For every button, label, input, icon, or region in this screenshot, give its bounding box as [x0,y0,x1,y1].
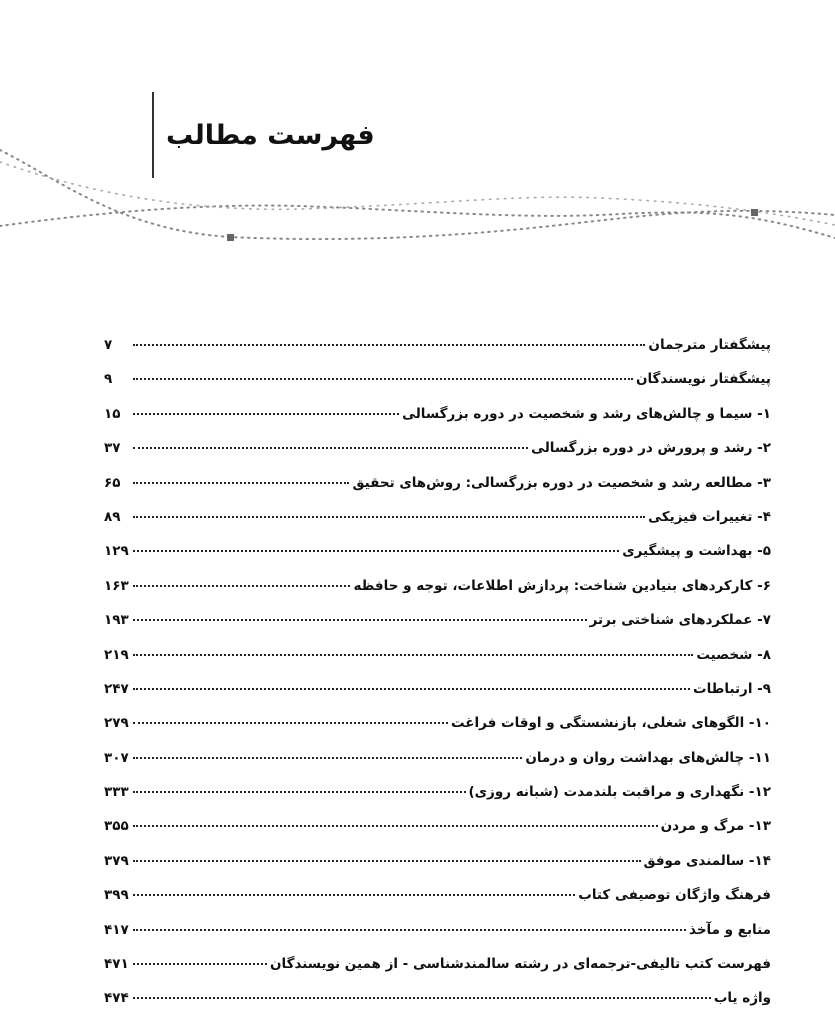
toc-entry[interactable] [104,990,771,1024]
dot-leader [133,929,686,931]
entry-title: ۱۴- سالمندی موفق [643,852,771,869]
dot-leader [133,413,399,415]
wave-line [0,150,835,239]
toc-entry[interactable] [104,818,771,852]
entry-page-number: ۴۷۱ [104,956,129,973]
toc-entry[interactable] [104,578,771,612]
entry-page-number: ۳۷ [104,440,121,457]
entry-page-number: ۲۷۹ [104,715,129,732]
square-marker [227,234,234,241]
toc-entry[interactable] [104,922,771,956]
entry-title: ۲- رشد و پرورش در دوره بزرگسالی [531,440,771,457]
dot-leader [133,378,633,380]
entry-title: ۵- بهداشت و پیشگیری [622,543,771,560]
entry-title: فهرست کتب تالیفی-ترجمه‌ای در رشته سالمندشناسی - از همین نویسندگان [270,956,771,973]
entry-page-number: ۲۱۹ [104,646,129,663]
entry-title: ۱۳- مرگ و مردن [660,818,771,835]
toc-entry[interactable] [104,784,771,818]
table-of-contents [104,337,771,1025]
toc-entry[interactable] [104,543,771,577]
entry-page-number: ۳۵۵ [104,818,129,835]
entry-title: ۱- سیما و چالش‌های رشد و شخصیت در دوره بزرگسالی [402,405,771,422]
entry-title: ۴- تغییرات فیزیکی [648,508,771,525]
wave-line [0,206,835,238]
dot-leader [133,516,645,518]
entry-page-number: ۳۳۳ [104,784,129,801]
entry-title: ۷- عملکردهای شناختی برتر [589,612,771,629]
entry-page-number: ۳۷۹ [104,852,129,869]
entry-page-number: ۶۵ [104,474,121,491]
entry-page-number: ۲۴۷ [104,680,129,697]
entry-title: ۱۰- الگوهای شغلی، بازنشستگی و اوقات فراغت [450,715,771,732]
dot-leader [133,757,522,759]
entry-page-number: ۷ [104,337,113,353]
entry-page-number: ۹ [104,371,113,388]
toc-entry[interactable] [104,647,771,681]
entry-title: ۱۲- نگهداری و مراقبت بلندمدت (شبانه روزی) [468,784,771,801]
toc-entry[interactable] [104,406,771,440]
dot-leader [133,619,587,621]
entry-title: پیشگفتار نویسندگان [635,371,771,388]
toc-entry[interactable] [104,750,771,784]
dot-leader [133,447,528,449]
toc-entry[interactable] [104,509,771,543]
dot-leader [133,688,690,690]
dot-leader [133,585,350,587]
toc-entry[interactable] [104,612,771,646]
toc-entry[interactable] [104,440,771,474]
dot-leader [133,825,658,827]
entry-page-number: ۳۹۹ [104,887,129,904]
entry-page-number: ۳۰۷ [104,749,129,766]
entry-page-number: ۱۶۳ [104,577,129,594]
dot-leader [133,722,448,724]
dot-leader [133,654,693,656]
toc-entry[interactable] [104,337,771,371]
entry-title: ۹- ارتباطات [693,680,771,697]
entry-page-number: ۱۹۳ [104,612,129,629]
dot-leader [133,482,349,484]
toc-entry[interactable] [104,475,771,509]
entry-title: ۸- شخصیت [696,646,771,663]
square-marker [751,209,758,216]
entry-page-number: ۸۹ [104,508,121,525]
toc-entry[interactable] [104,853,771,887]
dot-leader [133,894,575,896]
entry-page-number: ۱۲۹ [104,543,129,560]
entry-title: فرهنگ واژگان توصیفی کتاب [578,887,771,904]
toc-entry[interactable] [104,956,771,990]
dot-leader [133,963,267,965]
toc-entry[interactable] [104,715,771,749]
entry-title: پیشگفتار مترجمان [648,337,771,353]
entry-title: ۱۱- چالش‌های بهداشت روان و درمان [525,749,771,766]
toc-entry[interactable] [104,371,771,405]
dot-leader [133,860,641,862]
dotted-wave-decoration [0,140,835,260]
entry-page-number: ۴۱۷ [104,921,129,938]
entry-title: ۶- کارکردهای بنیادین شناخت: پردازش اطلاعات، توجه و حافظه [353,577,771,594]
dot-leader [133,791,466,793]
toc-entry[interactable] [104,887,771,921]
entry-title: منابع و مآخذ [689,921,771,938]
toc-entry[interactable] [104,681,771,715]
entry-page-number: ۴۷۴ [104,990,129,1007]
dot-leader [133,550,619,552]
dot-leader [133,997,711,999]
dot-leader [133,344,645,346]
page-title: فهرست مطالب [166,119,375,151]
wave-line [0,162,835,225]
entry-page-number: ۱۵ [104,405,121,422]
entry-title: واژه یاب [713,990,771,1007]
entry-title: ۳- مطالعه رشد و شخصیت در دوره بزرگسالی: روش‌های تحقیق [352,474,771,491]
